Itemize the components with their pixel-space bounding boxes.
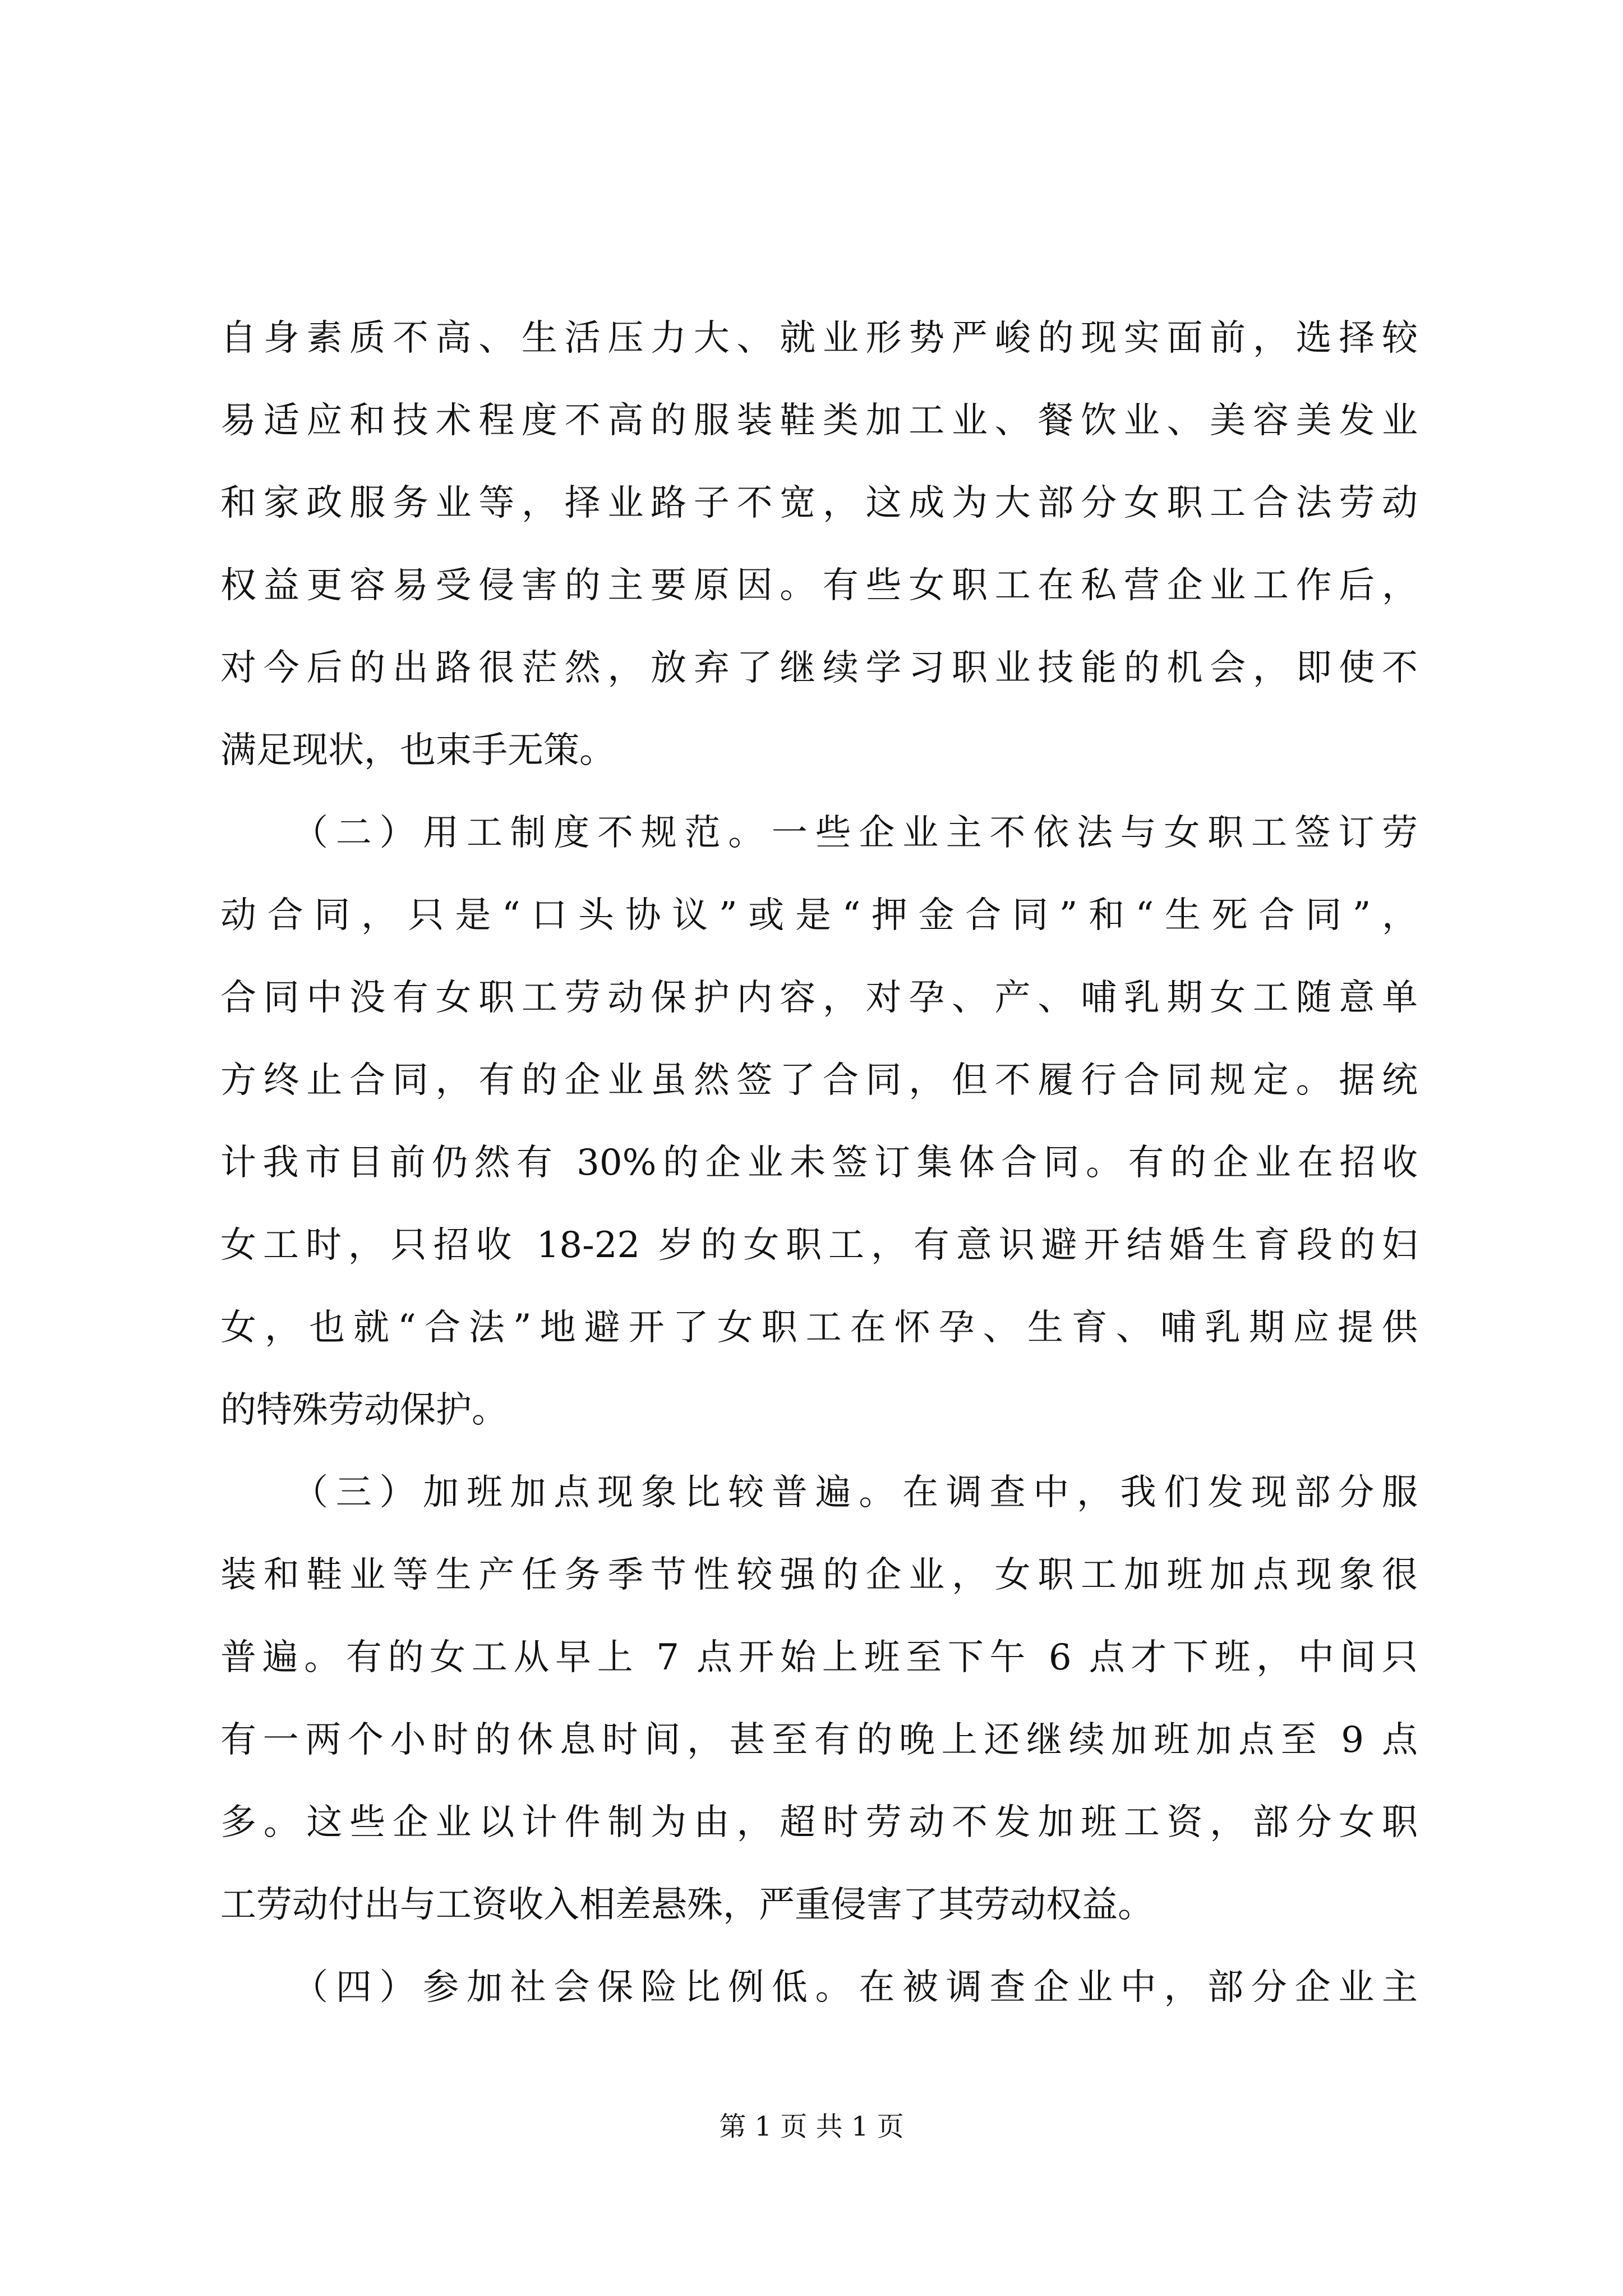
text-line: 工劳动付出与工资收入相差悬殊，严重侵害了其劳动权益。 xyxy=(220,1884,1154,1926)
text-line: 普遍。有的女工从早上 7 点开始上班至下午 6 点才下班，中间只 xyxy=(220,1637,1418,1678)
text-line: 计我市目前仍然有 30%的企业未签订集体合同。有的企业在招收 xyxy=(220,1142,1418,1184)
section-heading-line: （四）参加社会保险比例低。在被调查企业中，部分企业主 xyxy=(292,1967,1418,2008)
text-line: 的特殊劳动保护。 xyxy=(220,1389,508,1431)
section-heading-line: （二）用工制度不规范。一些企业主不依法与女职工签订劳 xyxy=(292,812,1418,854)
document-body xyxy=(220,297,1418,2029)
text-line: 方终止合同，有的企业虽然签了合同，但不履行合同规定。据统 xyxy=(220,1060,1418,1101)
section-heading-line: （三）加班加点现象比较普遍。在调查中，我们发现部分服 xyxy=(292,1472,1418,1513)
text-line: 动合同，只是“口头协议”或是“押金合同”和“生死合同”， xyxy=(220,895,1418,936)
text-line: 女，也就“合法”地避开了女职工在怀孕、生育、哺乳期应提供 xyxy=(220,1307,1418,1349)
page-number-label: 第 1 页 共 1 页 xyxy=(719,2111,904,2142)
text-line: 对今后的出路很茫然，放弃了继续学习职业技能的机会，即使不 xyxy=(220,647,1418,689)
text-line: 易适应和技术程度不高的服装鞋类加工业、餐饮业、美容美发业 xyxy=(220,400,1418,441)
text-line: 和家政服务业等，择业路子不宽，这成为大部分女职工合法劳动 xyxy=(220,482,1418,524)
text-line: 自身素质不高、生活压力大、就业形势严峻的现实面前，选择较 xyxy=(220,318,1418,359)
page-footer xyxy=(0,2105,1623,2143)
text-line: 装和鞋业等生产任务季节性较强的企业，女职工加班加点现象很 xyxy=(220,1554,1418,1596)
text-line: 多。这些企业以计件制为由，超时劳动不发加班工资，部分女职 xyxy=(220,1802,1418,1843)
text-line: 女工时，只招收 18-22 岁的女职工，有意识避开结婚生育段的妇 xyxy=(220,1225,1418,1266)
text-line: 满足现状，也束手无策。 xyxy=(220,730,615,771)
text-line: 权益更容易受侵害的主要原因。有些女职工在私营企业工作后， xyxy=(220,565,1418,606)
text-line: 合同中没有女职工劳动保护内容，对孕、产、哺乳期女工随意单 xyxy=(220,977,1418,1019)
text-line: 有一两个小时的休息时间，甚至有的晚上还继续加班加点至 9 点 xyxy=(220,1719,1418,1761)
